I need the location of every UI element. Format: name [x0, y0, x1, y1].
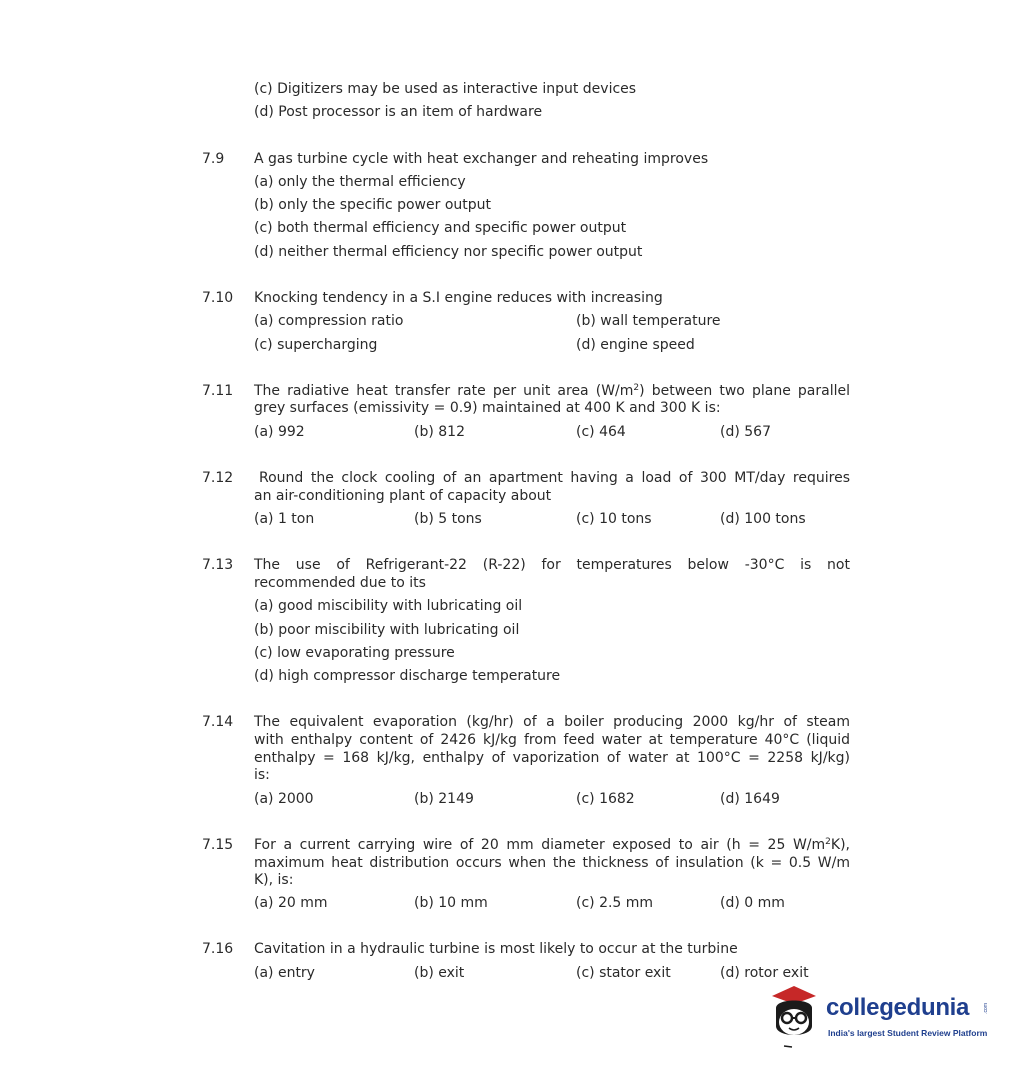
option-b: (b) only the specific power output [254, 197, 491, 213]
option-a: (a) 1 ton [254, 511, 315, 527]
collegedunia-logo-dotcom: .com [983, 1003, 989, 1014]
question-stem-line3: enthalpy = 168 kJ/kg, enthalpy of vaporization of water at 100°C = 2258 kJ/kg) [254, 750, 850, 766]
option-d: (d) Post processor is an item of hardware [254, 104, 543, 120]
question-stem: A gas turbine cycle with heat exchanger and reheating improves [254, 151, 709, 167]
option-b: (b) poor miscibility with lubricating oil [254, 622, 520, 638]
option-b: (b) 10 mm [414, 895, 488, 911]
option-c: (c) 464 [576, 424, 626, 440]
question-stem: Cavitation in a hydraulic turbine is most likely to occur at the turbine [254, 941, 738, 957]
option-c: (c) Digitizers may be used as interactive input devices [254, 81, 637, 97]
question-number: 7.16 [202, 941, 234, 957]
option-c: (c) low evaporating pressure [254, 645, 455, 661]
question-number: 7.11 [202, 383, 234, 399]
option-b: (b) exit [414, 965, 465, 981]
question-stem-line2: with enthalpy content of 2426 kJ/kg from feed water at temperature 40°C (liquid [254, 732, 850, 748]
collegedunia-tagline: India's largest Student Review Platform [828, 1028, 988, 1038]
option-d: (d) 567 [720, 424, 771, 440]
question-number: 7.13 [202, 557, 234, 573]
option-a: (a) 2000 [254, 791, 314, 807]
option-d: (d) engine speed [576, 337, 695, 353]
option-c: (c) supercharging [254, 337, 378, 353]
option-b: (b) 812 [414, 424, 465, 440]
collegedunia-logo-text: collegedunia [826, 994, 970, 1021]
option-c: (c) stator exit [576, 965, 671, 981]
option-c: (c) 2.5 mm [576, 895, 654, 911]
question-stem: The radiative heat transfer rate per unit area $(W/m^2)$ between two plane parallel [254, 383, 850, 399]
option-d: (d) high compressor discharge temperature [254, 668, 561, 684]
question-stem-line2: an air-conditioning plant of capacity about [254, 488, 552, 504]
option-c: (c) both thermal efficiency and specific power output [254, 220, 627, 236]
option-d: (d) 100 tons [720, 511, 806, 527]
question-number: 7.10 [202, 290, 234, 306]
option-c: (c) 1682 [576, 791, 635, 807]
question-number: 7.9 [202, 151, 225, 167]
option-a: (a) good miscibility with lubricating oil [254, 598, 523, 614]
question-stem: The use of Refrigerant-22 (R-22) for temperatures below -30°C is not [254, 557, 850, 573]
question-stem: The equivalent evaporation (kg/hr) of a boiler producing 2000 kg/hr of steam [254, 714, 850, 730]
option-d: (d) rotor exit [720, 965, 809, 981]
question-stem-line3: K), is: [254, 872, 294, 888]
option-b: (b) 5 tons [414, 511, 482, 527]
option-a: (a) 20 mm [254, 895, 328, 911]
question-stem-line2: recommended due to its [254, 575, 426, 591]
question-stem-line2: maximum heat distribution occurs when the thickness of insulation (k = 0.5 W/m [254, 855, 850, 871]
question-number: 7.14 [202, 714, 234, 730]
question-stem: For a current carrying wire of 20 mm diameter exposed to air (h = 25 $W/m^2K$), [254, 837, 850, 853]
option-a: (a) entry [254, 965, 315, 981]
question-number: 7.12 [202, 470, 234, 486]
question-stem: Round the clock cooling of an apartment having a load of 300 MT/day requires [259, 470, 850, 486]
option-c: (c) 10 tons [576, 511, 652, 527]
option-a: (a) only the thermal efficiency [254, 174, 466, 190]
question-stem: Knocking tendency in a S.I engine reduces with increasing [254, 290, 663, 306]
option-b: (b) 2149 [414, 791, 474, 807]
option-d: (d) 0 mm [720, 895, 785, 911]
question-stem-line4: is: [254, 767, 270, 783]
option-a: (a) compression ratio [254, 313, 404, 329]
option-a: (a) 992 [254, 424, 305, 440]
option-d: (d) neither thermal efficiency nor specific power output [254, 244, 643, 260]
option-d: (d) 1649 [720, 791, 780, 807]
question-stem-line2: grey surfaces (emissivity = 0.9) maintained at 400 K and 300 K is: [254, 400, 721, 416]
question-number: 7.15 [202, 837, 234, 853]
option-b: (b) wall temperature [576, 313, 721, 329]
